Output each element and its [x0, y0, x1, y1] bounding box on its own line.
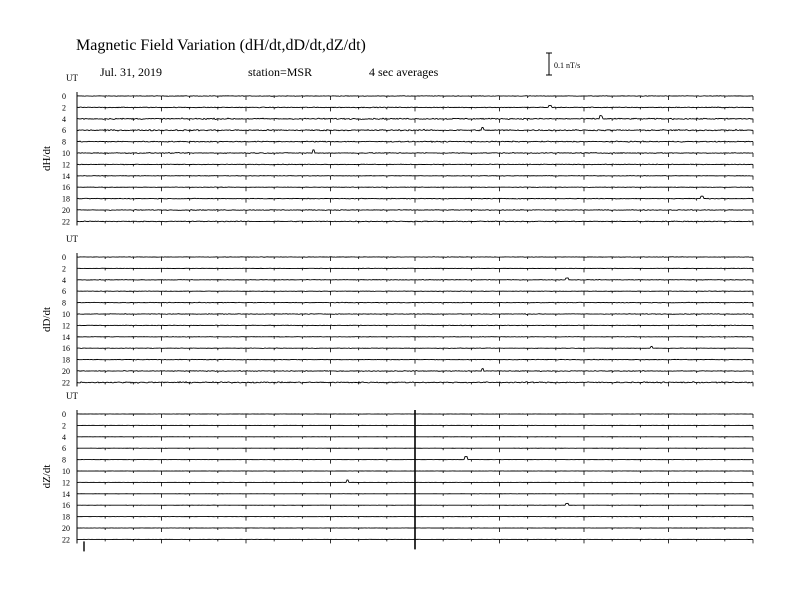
row-label: 20: [62, 206, 70, 215]
scale-bar-label: 0.1 nT/s: [554, 61, 581, 70]
ut-label: UT: [66, 391, 78, 401]
scale-bar: [546, 53, 552, 75]
trace-line: [77, 150, 753, 154]
row-label: 4: [62, 275, 66, 285]
row-label: 6: [62, 287, 66, 297]
trace-line: [77, 278, 753, 280]
ut-label: UT: [66, 73, 78, 83]
averaging-label: 4 sec averages: [369, 65, 439, 79]
row-label: 2: [62, 103, 66, 113]
row-label: 0: [62, 410, 66, 419]
row-label: 18: [62, 355, 70, 365]
row-label: 0: [62, 253, 66, 262]
row-label: 12: [62, 160, 70, 170]
row-label: 16: [62, 501, 70, 511]
row-label: 2: [62, 421, 66, 431]
panel-dH-dt: [41, 73, 753, 226]
row-label: 22: [62, 217, 70, 227]
trace-line: [77, 346, 753, 348]
row-label: 8: [62, 298, 66, 308]
row-label: 12: [62, 321, 70, 331]
station-label: station=MSR: [248, 65, 313, 79]
row-label: 22: [62, 535, 70, 545]
row-label: 22: [62, 378, 70, 388]
row-label: 4: [62, 114, 66, 124]
row-label: 14: [62, 171, 70, 181]
ut-label: UT: [66, 234, 78, 244]
row-label: 10: [62, 467, 70, 476]
panel-ylabel: dD/dt: [41, 306, 53, 333]
chart-title: Magnetic Field Variation (dH/dt,dD/dt,dZ/dt): [76, 37, 366, 54]
row-label: 20: [62, 524, 70, 533]
panel-ylabel: dZ/dt: [41, 464, 53, 489]
row-label: 10: [62, 310, 70, 319]
row-label: 16: [62, 183, 70, 193]
date-label: Jul. 31, 2019: [100, 65, 163, 79]
row-label: 6: [62, 444, 66, 454]
row-label: 6: [62, 126, 66, 136]
panel-dZ-dt: [41, 391, 753, 551]
row-label: 14: [62, 489, 70, 499]
row-label: 18: [62, 512, 70, 522]
row-label: 18: [62, 194, 70, 204]
row-label: 14: [62, 332, 70, 342]
row-label: 4: [62, 432, 66, 442]
panel-dD-dt: [41, 234, 753, 387]
row-label: 10: [62, 149, 70, 158]
trace-line: [77, 196, 753, 199]
row-label: 8: [62, 455, 66, 465]
row-label: 2: [62, 264, 66, 274]
row-label: 0: [62, 92, 66, 101]
row-label: 12: [62, 478, 70, 488]
panel-ylabel: dH/dt: [41, 145, 53, 172]
row-label: 20: [62, 367, 70, 376]
row-label: 8: [62, 137, 66, 147]
row-label: 16: [62, 344, 70, 354]
